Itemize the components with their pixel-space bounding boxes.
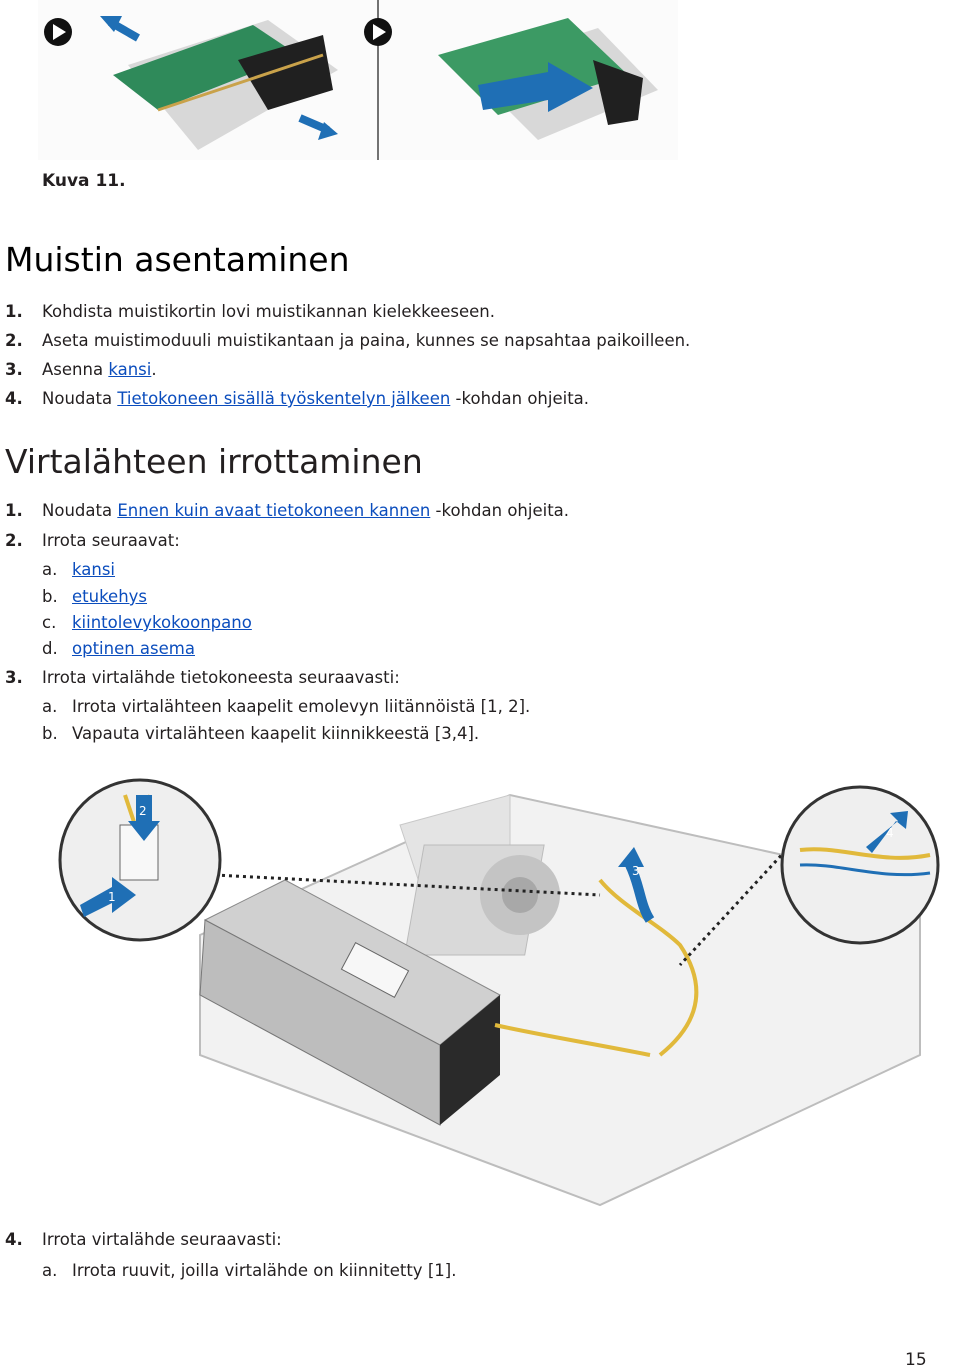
step-play-icon: [44, 18, 72, 46]
link-kiintolevykokoonpano[interactable]: kiintolevykokoonpano: [72, 613, 252, 632]
step-number: 3.: [5, 668, 23, 687]
step-number: 1.: [5, 501, 23, 520]
section-title-psu: Virtalähteen irrottaminen: [5, 442, 423, 481]
step-text: Noudata: [42, 389, 118, 408]
psu-step-4: 4. Irrota virtalähde seuraavasti:: [5, 1230, 282, 1249]
zoom-detail-right: [782, 787, 938, 943]
psu-step-2a: a. kansi: [42, 560, 116, 579]
step-number: 4.: [5, 1230, 23, 1249]
memory-step-3: 3. Asenna kansi.: [5, 360, 157, 379]
step-number: 2.: [5, 531, 23, 550]
psu-step-3b: b. Vapauta virtalähteen kaapelit kiinnikkeestä [3,4].: [42, 724, 480, 743]
memory-step-1: [5, 302, 495, 322]
link-kansi[interactable]: kansi: [108, 360, 152, 379]
psu-step-2c: c. kiintolevykokoonpano: [42, 613, 252, 632]
step-number: 1.: [5, 302, 23, 321]
step-play-icon: [364, 18, 392, 46]
step-text: Kohdista muistikortin lovi muistikannan kielekkeeseen.: [42, 302, 495, 321]
link-kansi[interactable]: kansi: [72, 560, 116, 579]
svg-text:3: 3: [632, 864, 640, 878]
step-text: Asenna: [42, 360, 109, 379]
psu-step-3: 3. Irrota virtalähde tietokoneesta seuraavasti:: [5, 668, 400, 687]
figure-caption: Kuva 11.: [42, 171, 126, 191]
step-text: Aseta muistimoduuli muistikantaan ja paina, kunnes se napsahtaa paikoilleen.: [42, 331, 691, 350]
link-before-opening[interactable]: Ennen kuin avaat tietokoneen kannen: [117, 501, 431, 520]
memory-step-4: 4. Noudata Tietokoneen sisällä työskentelyn jälkeen -kohdan ohjeita.: [5, 389, 590, 408]
memory-removal-figure: [38, 0, 678, 160]
link-etukehys[interactable]: etukehys: [72, 587, 148, 606]
link-after-working[interactable]: Tietokoneen sisällä työskentelyn jälkeen: [117, 389, 451, 408]
step-number: 3.: [5, 360, 23, 379]
svg-text:4: 4: [886, 826, 894, 840]
psu-step-2d: d. optinen asema: [42, 639, 195, 658]
step-number: 4.: [5, 389, 23, 408]
section-title-memory: Muistin asentaminen: [5, 240, 350, 279]
step-number: 2.: [5, 331, 23, 350]
psu-removal-figure: [40, 755, 960, 1215]
memory-step-2: [5, 331, 690, 351]
psu-step-3a: a. Irrota virtalähteen kaapelit emolevyn liitännöistä [1, 2].: [42, 697, 531, 716]
psu-step-2: 2. Irrota seuraavat:: [5, 531, 180, 550]
psu-step-4a: a. Irrota ruuvit, joilla virtalähde on kiinnitetty [1].: [42, 1261, 457, 1280]
link-optinen-asema[interactable]: optinen asema: [72, 639, 195, 658]
svg-text:2: 2: [139, 804, 147, 818]
psu-step-1: 1. Noudata Ennen kuin avaat tietokoneen kannen -kohdan ohjeita.: [5, 501, 570, 520]
page-number: 15: [905, 1350, 927, 1370]
svg-text:1: 1: [108, 890, 116, 904]
psu-step-2b: b. etukehys: [42, 587, 148, 606]
